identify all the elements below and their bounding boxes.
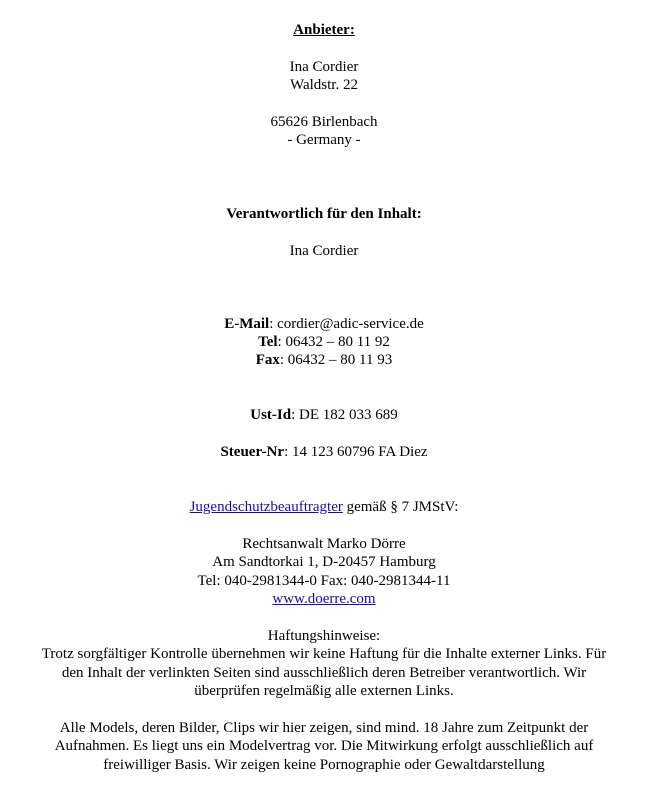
ust-value: : DE 182 033 689 bbox=[291, 407, 398, 423]
ust-line bbox=[0, 406, 648, 425]
tel-label: Tel bbox=[258, 334, 278, 350]
email-value: : cordier@adic-service.de bbox=[269, 316, 424, 332]
haftung-line-1: Trotz sorgfältiger Kontrolle übernehmen wir keine Haftung für die Inhalte externer Links. Für bbox=[41, 646, 607, 662]
email-label: E-Mail bbox=[224, 316, 270, 332]
anbieter-country: - Germany - bbox=[287, 132, 361, 148]
haftung-line-3: überprüfen regelmäßig alle externen Links. bbox=[194, 683, 454, 699]
anbieter-name: Ina Cordier bbox=[289, 59, 359, 75]
lawyer-name: Rechtsanwalt Marko Dörre bbox=[242, 536, 406, 552]
steuer-value: : 14 123 60796 FA Diez bbox=[284, 444, 428, 460]
lawyer-address: Am Sandtorkai 1, D-20457 Hamburg bbox=[212, 554, 436, 570]
haftung-heading: Haftungshinweise: bbox=[267, 628, 381, 644]
steuer-label: Steuer-Nr bbox=[220, 444, 285, 460]
haftung-line-2: den Inhalt der verlinkten Seiten sind ausschließlich deren Betreiber verantwortlich. Wir bbox=[61, 665, 587, 681]
tel-value: : 06432 – 80 11 92 bbox=[277, 334, 390, 350]
jugendschutz-link[interactable]: Jugendschutzbeauftragter bbox=[189, 499, 343, 515]
website-link[interactable]: www.doerre.com bbox=[272, 591, 376, 607]
steuer-line bbox=[0, 443, 648, 462]
anbieter-city: 65626 Birlenbach bbox=[270, 114, 378, 130]
lawyer-phone-fax: Tel: 040-2981344-0 Fax: 040-2981344-11 bbox=[197, 573, 451, 589]
verantwortlich-heading: Verantwortlich für den Inhalt: bbox=[226, 206, 422, 222]
verantwortlich-name: Ina Cordier bbox=[289, 243, 359, 259]
models-line-1: Alle Models, deren Bilder, Clips wir hier zeigen, sind mind. 18 Jahre zum Zeitpunkt der bbox=[59, 720, 589, 736]
models-line-2: Aufnahmen. Es liegt uns ein Modelvertrag vor. Die Mitwirkung erfolgt ausschließlich auf bbox=[54, 738, 594, 754]
jugendschutz-suffix: gemäß § 7 JMStV: bbox=[342, 499, 459, 515]
jugendschutz-line bbox=[0, 498, 648, 517]
fax-value: : 06432 – 80 11 93 bbox=[279, 352, 393, 368]
website-line bbox=[0, 590, 648, 609]
fax-line bbox=[0, 351, 648, 370]
anbieter-street: Waldstr. 22 bbox=[290, 77, 358, 93]
email-line bbox=[0, 315, 648, 334]
models-line-3: freiwilliger Basis. Wir zeigen keine Pornographie oder Gewaltdarstellung bbox=[103, 757, 545, 773]
anbieter-heading: Anbieter: bbox=[293, 22, 355, 38]
tel-line bbox=[0, 333, 648, 352]
ust-label: Ust-Id bbox=[250, 407, 292, 423]
fax-label: Fax bbox=[255, 352, 280, 368]
